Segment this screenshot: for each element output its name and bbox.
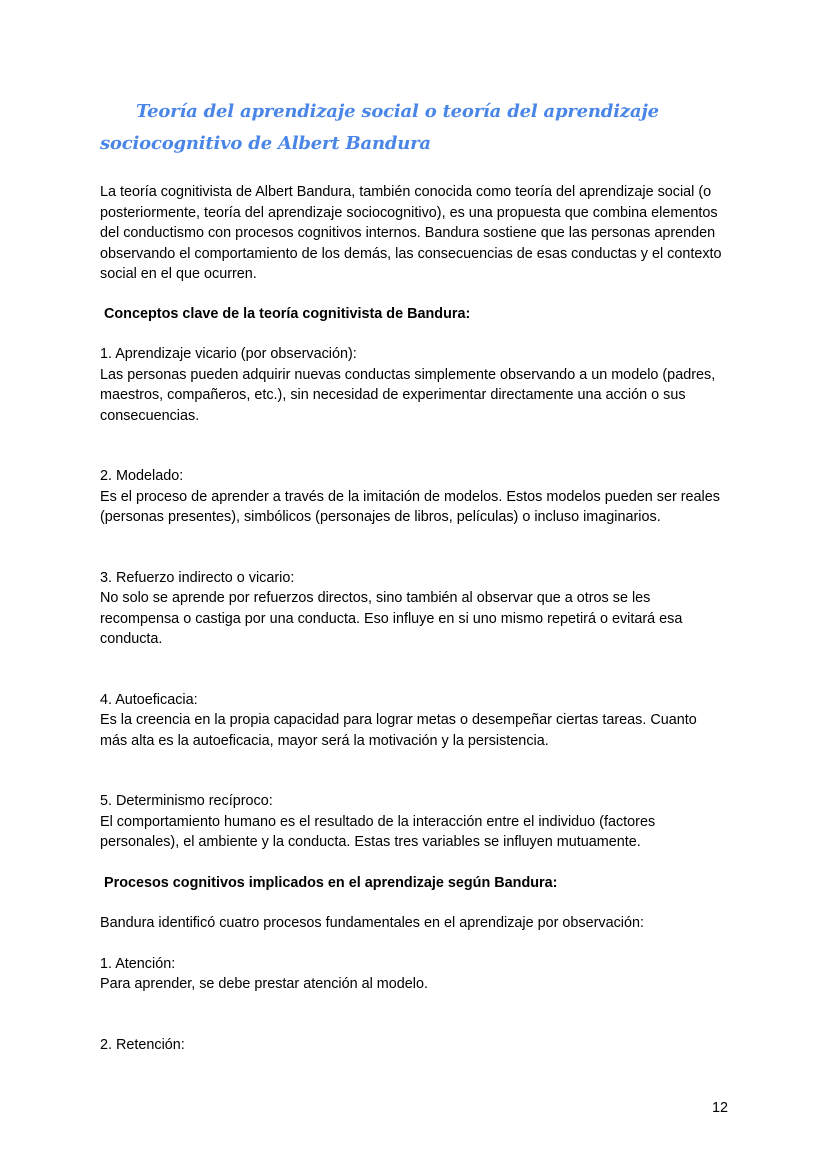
concept-item-title: 1. Aprendizaje vicario (por observación): <box>100 346 357 362</box>
process-item-title: 1. Atención: <box>100 955 176 972</box>
document-content <box>100 96 726 1055</box>
section-heading-processes: Procesos cognitivos implicados en el aprendizaje según Bandura: <box>104 874 558 891</box>
spacer <box>100 934 726 954</box>
concept-item-2 <box>100 466 726 528</box>
process-item-title: 2. Retención: <box>100 1036 185 1053</box>
concept-item-4 <box>100 690 726 752</box>
process-item-text: Para aprender, se debe prestar atención al modelo. <box>100 976 428 992</box>
concept-item-title: 2. Modelado: <box>100 468 184 484</box>
processes-intro: Bandura identificó cuatro procesos fundamentales en el aprendizaje por observación: <box>100 915 644 931</box>
document-title: Teoría del aprendizaje social o teoría del aprendizaje sociocognitivo de Albert Bandura <box>100 101 659 154</box>
concept-item-text: Las personas pueden adquirir nuevas conductas simplemente observando a un modelo (padres, maestros, compañeros, etc.), sin necesidad de experimentar directamente una acción o sus consecuencias. <box>100 366 716 424</box>
concept-item-3 <box>100 568 726 650</box>
spacer <box>100 995 726 1035</box>
spacer <box>100 426 726 466</box>
spacer <box>100 751 726 791</box>
spacer <box>100 528 726 568</box>
process-item-1 <box>100 954 726 995</box>
spacer <box>100 650 726 690</box>
intro-paragraph: La teoría cognitivista de Albert Bandura, también conocida como teoría del aprendizaje social (o posteriormente, teoría del aprendizaje sociocognitivo), es una propuesta que combina elementos del conductismo con procesos cognitivos internos. Bandura sostiene que las personas aprenden observando el comportamiento de los demás, las consecuencias de esas conductas y el contexto social en el que ocurren. <box>100 184 722 282</box>
concept-item-text: No solo se aprende por refuerzos directos, sino también al observar que a otros se les recompensa o castiga por una conducta. Eso influye en si uno mismo repetirá o evitará esa conducta. <box>100 590 683 647</box>
process-item-2 <box>100 1035 726 1056</box>
concept-item-text: Es el proceso de aprender a través de la imitación de modelos. Estos modelos pueden ser reales (personas presentes), simbólicos (personajes de libros, películas) o incluso imaginarios. <box>100 488 720 525</box>
page-number: 12 <box>711 1100 728 1116</box>
section-heading-concepts: Conceptos clave de la teoría cognitivista de Bandura: <box>104 305 471 322</box>
concept-item-text: El comportamiento humano es el resultado de la interacción entre el individuo (factores personales), el ambiente y la conducta. Estas tres variables se influyen mutuamente. <box>100 813 656 850</box>
concept-item-1 <box>100 344 726 426</box>
concept-item-title: 3. Refuerzo indirecto o vicario: <box>100 569 295 586</box>
concept-item-text: Es la creencia en la propia capacidad para lograr metas o desempeñar ciertas tareas. Cuanto más alta es la autoeficacia, mayor será la motivación y la persistencia. <box>100 712 697 749</box>
concept-item-5 <box>100 791 726 853</box>
spacer <box>100 853 726 873</box>
concept-item-title: 4. Autoeficacia: <box>100 691 198 708</box>
concept-item-title: 5. Determinismo recíproco: <box>100 793 273 809</box>
